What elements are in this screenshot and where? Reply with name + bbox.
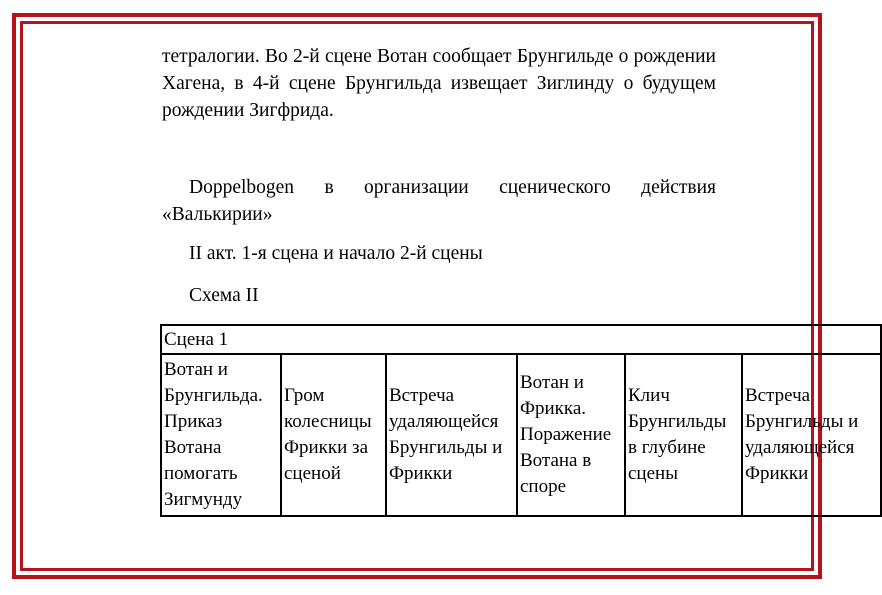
paragraph-act-scene: II акт. 1-я сцена и начало 2-й сцены [189,243,483,264]
table-cell-wotan-fricka: Вотан и Фрикка. Поражение Вотана в споре [517,354,625,516]
paragraph-doppelbogen: Doppelbogen в организации сценического действия «Валькирии» [162,177,716,225]
paragraph-scheme-title: Схема II [189,285,259,306]
table-cell-brunnhilde-call: Клич Брунгильды в глубине сцены [625,354,742,516]
table-cell-thunder-chariot: Гром колесницы Фрикки за сценой [281,354,386,516]
table-header-row [161,325,881,354]
paragraph-tetralogy: тетралогии. Во 2-й сцене Вотан сообщает Брунгильде о рождении Хагена, в 4-й сцене Брунгильда извещает Зиглинду о будущем рождении Зигфрида. [162,46,716,121]
table-header-scene: Сцена 1 [161,325,881,354]
table-row [161,354,881,516]
table-cell-meeting-brunnhilde: Встреча Брунгильды и удаляющейся Фрикки [742,354,881,516]
table-cell-meeting-departing: Встреча удаляющейся Брунгильды и Фрикки [386,354,517,516]
scheme-table-wrapper [160,324,859,516]
table-cell-wotan-brunnhilde: Вотан и Брунгильда. Приказ Вотана помогать Зигмунду [161,354,281,516]
scheme-table [160,324,882,517]
